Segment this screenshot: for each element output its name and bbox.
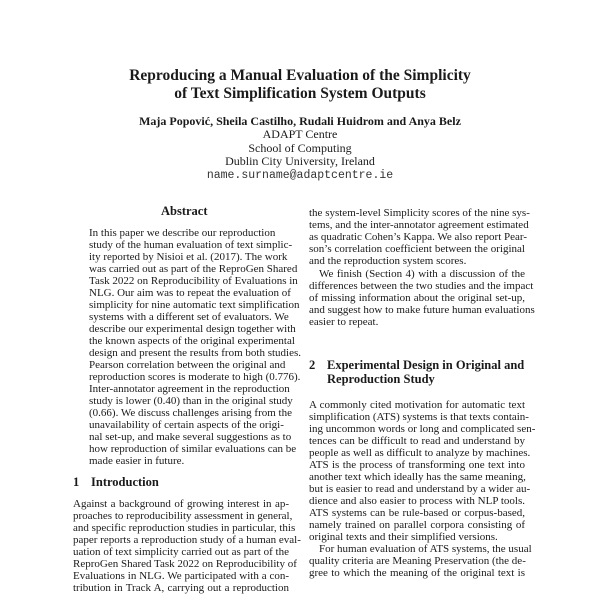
affiliation-school: School of Computing: [248, 141, 352, 155]
section-title-line-1: Experimental Design in Original and: [327, 358, 525, 372]
text-line: ReproGen Shared Task 2022 on Reproducibility of: [73, 558, 297, 570]
introduction-continued-paragraph-2: [309, 268, 535, 328]
text-line: ATS systems can be rule-based or corpus-based,: [309, 507, 525, 519]
text-line: A commonly cited motivation for automatic text: [309, 399, 525, 411]
text-line: describe our experimental design together with: [89, 323, 296, 335]
affiliation-centre: ADAPT Centre: [262, 127, 338, 141]
text-line: was carried out as part of the ReproGen Shared: [89, 263, 298, 275]
text-line: Pearson correlation between the original and: [89, 359, 286, 371]
text-line: namely trained on parallel corpora consisting of: [309, 519, 525, 531]
text-line: Task 2022 on Reproducibility of Evaluations in: [89, 275, 298, 287]
text-line: nal set-up, and make several suggestions as to: [89, 431, 292, 443]
affiliation-university: Dublin City University, Ireland: [225, 154, 375, 168]
text-line: In this paper we describe our reproduction: [89, 227, 276, 239]
text-line: and specific reproduction studies in particular, this: [73, 522, 296, 534]
text-line: ity reported by Nisioi et al. (2017). The work: [89, 251, 288, 263]
text-line: simplicity for nine automatic text simplification: [89, 299, 300, 311]
section-2-paragraph-2: [309, 543, 532, 579]
text-line: tems, and the inter-annotator agreement estimated: [309, 219, 529, 231]
text-line: reproduction scores is moderate to high (0.776).: [89, 371, 301, 383]
text-line: Evaluations in NLG. We participated with a con-: [73, 570, 289, 582]
text-line: easier to repeat.: [309, 316, 379, 328]
paper-title-line-1: Reproducing a Manual Evaluation of the Simplicity: [129, 67, 471, 84]
text-line: systems with a different set of evaluators. We: [89, 311, 289, 323]
text-line: son’s correlation coefficient between the original: [309, 243, 525, 255]
text-line: differences between the two studies and the impact: [309, 280, 534, 292]
text-line: made easier in future.: [89, 455, 185, 467]
section-2-heading: [309, 358, 524, 387]
text-line: another text which ideally has the same meaning,: [309, 471, 526, 483]
text-line: ATS is the process of transforming one text into: [309, 459, 525, 471]
text-line: unavailability of certain aspects of the origi-: [89, 419, 284, 431]
text-line: Against a background of growing interest in ap-: [73, 498, 289, 510]
text-line: the system-level Simplicity scores of the nine sys-: [309, 207, 530, 219]
text-line: NLG. Our aim was to repeat the evaluation of: [89, 287, 291, 299]
text-line: original texts and their simplified versions.: [309, 531, 498, 543]
text-line: gree to which the meaning of the original text is: [309, 567, 525, 579]
text-line: study of the human evaluation of text simplic-: [89, 239, 293, 251]
text-line: simplification (ATS) systems is that texts contain-: [309, 411, 529, 423]
text-line: For human evaluation of ATS systems, the usual: [319, 543, 532, 555]
text-line: people as well as difficult to analyze by machines.: [309, 447, 531, 459]
section-title: Introduction: [91, 475, 159, 489]
text-line: proaches to reproducibility assessment in general,: [73, 510, 293, 522]
text-line: but is easier to read and understand by a wider au-: [309, 483, 531, 495]
text-line: tences can be difficult to read and understand by: [309, 435, 525, 447]
section-2-paragraph-1: [309, 399, 536, 543]
text-line: quality criteria are Meaning Preservation (the de-: [309, 555, 526, 567]
abstract-heading: Abstract: [161, 204, 208, 218]
text-line: and suggest how to make future human evaluations: [309, 304, 535, 316]
text-line: design and present the results from both studies.: [89, 347, 302, 359]
section-number: 2: [309, 358, 316, 372]
authors: Maja Popović, Sheila Castilho, Rudali Huidrom and Anya Belz: [139, 114, 461, 128]
text-line: how reproduction of similar evaluations can be: [89, 443, 297, 455]
text-line: (0.66). We discuss challenges arising from the: [89, 407, 292, 419]
author-email: name.surname@adaptcentre.ie: [206, 169, 394, 182]
section-title-line-2: Reproduction Study: [327, 372, 435, 386]
text-line: as quadratic Cohen’s Kappa. We also report Pear-: [309, 231, 528, 243]
abstract-body: [89, 227, 302, 467]
section-number: 1: [73, 475, 80, 489]
text-line: of missing information about the original set-up,: [309, 292, 525, 304]
paper-title-line-2: of Text Simplification System Outputs: [174, 85, 426, 102]
introduction-body: [73, 498, 301, 594]
text-line: We finish (Section 4) with a discussion of the: [319, 268, 525, 280]
section-1-heading: [73, 475, 159, 490]
text-line: ing uncommon words or long and complicated sen-: [309, 423, 536, 435]
text-line: tribution in Track A, carrying out a reproduction: [73, 582, 289, 594]
text-line: and the reproduction system scores.: [309, 255, 467, 267]
text-line: Inter-annotator agreement in the reproduction: [89, 383, 290, 395]
text-line: study is lower (0.40) than in the original study: [89, 395, 293, 407]
text-line: paper reports a reproduction study of a human eval-: [73, 534, 301, 546]
text-line: uation of text simplicity carried out as part of the: [73, 546, 289, 558]
text-line: the known aspects of the original experimental: [89, 335, 295, 347]
introduction-continued-paragraph-1: [309, 207, 530, 267]
text-line: dience and also easier to process with NLP tools.: [309, 495, 525, 507]
